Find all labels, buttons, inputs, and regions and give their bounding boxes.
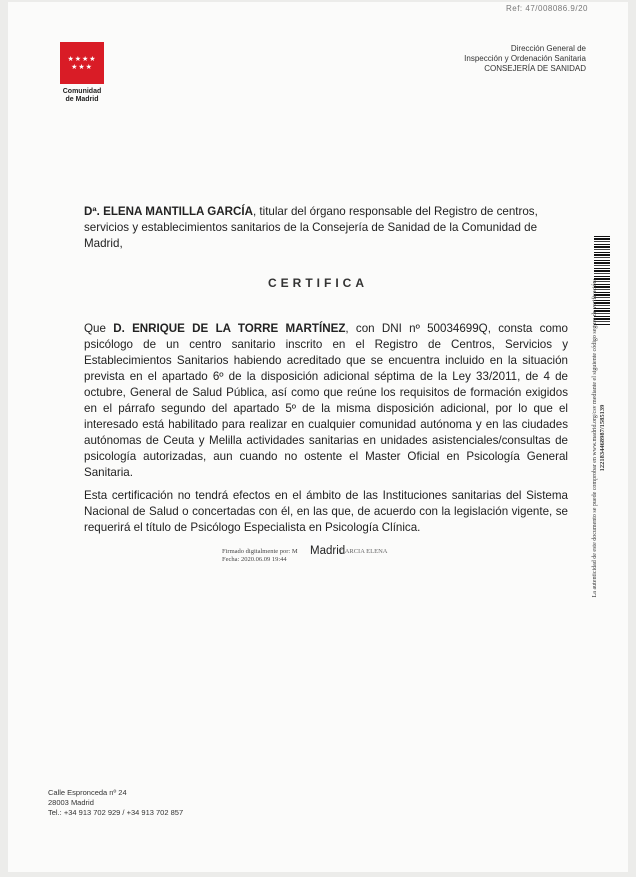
footer-street: Calle Espronceda nº 24 xyxy=(48,788,127,797)
body1-text: , con DNI nº 50034699Q, consta como psicólogo de un centro sanitario inscrito en el Registro de Centros, Servicios y Establecimientos Sanitarios habiendo acreditado que se encuentra incluido en la situación prevista en el apartado 6º de la disposición adicional séptima de la Ley 33/2011, de 4 de octubre, General de Salud Pública, así como que reúne los requisitos de formación exigidos en el párrafo segundo del apartado 5º de la misma disposición adicional, por lo que el interesado está habilitado para realizar en cualquier comunidad autónoma y en las ciudades autónomas de Ceuta y Melilla actividades sanitarias en unidades asistenciales/consultas de psicología autorizadas, aun cuando no ostente el Master Oficial en Psicología General Sanitaria. xyxy=(84,322,568,479)
intro-text: , titular del órgano responsable del Registro de centros, servicios y establecimientos sanitarios de la Consejería de Sanidad de la Comunidad de Madrid, xyxy=(84,205,538,250)
limitation-paragraph: Esta certificación no tendrá efectos en el ámbito de las Instituciones sanitarias del Sistema Nacional de Salud o concertadas con él, en las que, de acuerdo con la legislación vigente, se requerirá el título de Psicólogo Especialista en Psicología Clínica. xyxy=(84,489,568,534)
logo-text-line2: de Madrid xyxy=(65,96,99,103)
verification-sidebar xyxy=(584,236,624,596)
verification-line1: La autenticidad de este documento se puede comprobar en www.madrid.org/csv xyxy=(592,405,598,598)
footer-address xyxy=(48,788,183,818)
department-header xyxy=(386,44,586,74)
document-page xyxy=(8,2,628,872)
header-line1: Dirección General de xyxy=(510,44,586,53)
certification-paragraph xyxy=(84,321,568,481)
logo-text-line1: Comunidad xyxy=(62,88,102,95)
intro-paragraph xyxy=(84,204,568,252)
signature-meta xyxy=(222,548,298,563)
header-line2: Inspección y Ordenación Sanitaria xyxy=(464,54,586,63)
reference-number: Ref: 47/008086.9/20 xyxy=(505,4,588,13)
verification-code: 1221834468987/1585139 xyxy=(599,404,606,472)
signature-date: Fecha: 2020.06.09 19:44 xyxy=(222,555,287,563)
logo-flag xyxy=(60,42,104,84)
body1-prefix: Que xyxy=(84,322,114,335)
logo-stars: ★★★★ ★★★ xyxy=(67,56,97,71)
verification-line2: mediante el siguiente código seguro de verificación: xyxy=(592,278,598,404)
digital-signature xyxy=(222,546,442,570)
footer-city: 28003 Madrid xyxy=(48,798,94,807)
signature-signed-by: Firmado digitalmente por: M xyxy=(222,548,298,555)
comunidad-madrid-logo xyxy=(52,42,112,104)
header-line3: CONSEJERÍA DE SANIDAD xyxy=(484,64,586,73)
verification-text xyxy=(592,258,632,618)
signatory-name: Dª. ELENA MANTILLA GARCÍA xyxy=(84,205,253,218)
certifica-heading: CERTIFICA xyxy=(268,276,368,290)
signature-name-tail: GARCIA ELENA xyxy=(340,548,388,555)
signature-city: Madrid xyxy=(310,545,346,557)
certified-person-name: D. ENRIQUE DE LA TORRE MARTÍNEZ xyxy=(113,322,346,335)
footer-phone: Tel.: +34 913 702 929 / +34 913 702 857 xyxy=(48,808,184,817)
